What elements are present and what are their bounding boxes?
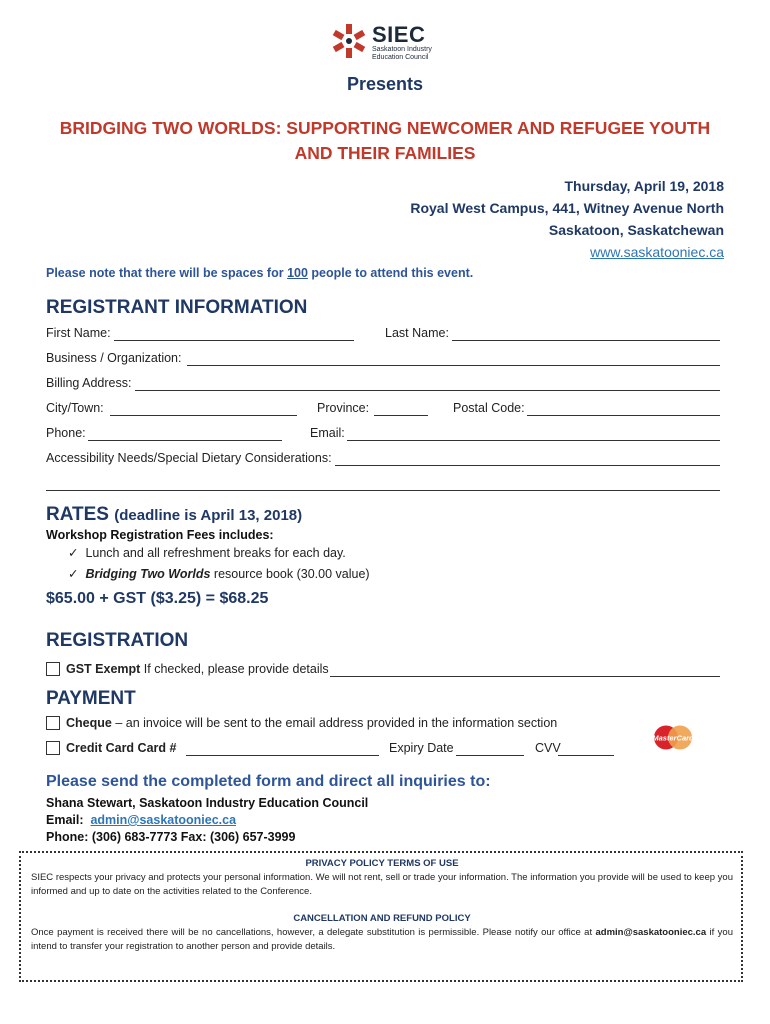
title-line-1: BRIDGING TWO WORLDS: SUPPORTING NEWCOMER AND REFUGEE YOUTH [59,118,711,138]
credit-card-checkbox[interactable] [46,741,60,755]
cancellation-text-part1: Once payment is received there will be no cancellations, however, a delegate substitution is permissible. Please notify our office at [31,927,596,938]
gst-exempt-checkbox[interactable] [46,662,60,676]
rates-heading [46,504,302,526]
billing-field[interactable] [135,390,720,391]
title-line-2: AND THEIR FAMILIES [294,143,476,163]
registrant-heading: REGISTRANT INFORMATION [46,297,308,318]
contact-email-row [46,813,236,827]
gst-exempt-text: If checked, please provide details [140,662,329,676]
payment-heading: PAYMENT [46,688,136,709]
business-label: Business / Organization: [46,351,182,365]
billing-label: Billing Address: [46,376,132,390]
first-name-field[interactable] [114,340,354,341]
book-text: resource book (30.00 value) [210,567,370,581]
cc-bold: Credit Card Card # [66,741,177,755]
capacity-count: 100 [287,266,308,280]
business-field[interactable] [187,365,720,366]
includes-item-text: Lunch and all refreshment breaks for each day. [85,546,346,560]
cancellation-text [31,926,733,954]
cheque-label [66,716,557,730]
check-icon: ✓ [68,567,79,581]
city-field[interactable] [110,415,297,416]
cheque-checkbox[interactable] [46,716,60,730]
accessibility-field[interactable] [335,465,720,466]
note-text-end: people to attend this event. [307,266,474,280]
policy-box [19,851,743,982]
contact-heading: Please send the completed form and direct all inquiries to: [46,773,491,790]
siec-star-icon [330,22,368,60]
includes-label: Workshop Registration Fees includes: [46,528,274,542]
rates-title: RATES [46,504,109,525]
logo-name: SIEC [372,22,426,47]
cancellation-text-part2: if you intend to transfer your registration to another person and provide details. [31,927,733,952]
cheque-bold: Cheque [66,716,112,730]
cvv-label: CVV [535,741,561,755]
email-field[interactable] [347,440,720,441]
capacity-note [46,266,473,280]
gst-exempt-bold: GST Exempt [66,662,141,676]
event-city: Saskatoon, Saskatchewan [548,222,724,238]
event-details [410,175,724,263]
postal-label: Postal Code: [453,401,525,415]
includes-item-book [68,566,370,581]
postal-field[interactable] [527,415,720,416]
logo-subtitle: Saskatoon Industry Education Council [372,46,432,61]
last-name-field[interactable] [452,340,720,341]
city-label: City/Town: [46,401,104,415]
credit-card-number-field[interactable] [186,755,379,756]
phone-field[interactable] [88,440,282,441]
check-icon: ✓ [68,546,79,560]
mastercard-icon [651,724,695,751]
credit-card-label [66,741,176,755]
privacy-heading: PRIVACY POLICY TERMS OF USE [305,858,459,869]
last-name-label: Last Name: [385,326,449,340]
contact-email-link[interactable]: admin@saskatooniec.ca [90,813,237,827]
registration-heading: REGISTRATION [46,630,189,651]
cancellation-email: admin@saskatooniec.ca [595,927,707,938]
contact-name: Shana Stewart, Saskatoon Industry Education Council [46,796,369,810]
siec-logo [330,22,470,68]
contact-email-label: Email: [46,813,84,827]
note-text: Please note that there will be spaces for [46,266,288,280]
cancellation-heading: CANCELLATION AND REFUND POLICY [293,913,471,924]
email-label: Email: [310,426,345,440]
presents-heading: Presents [346,74,424,94]
event-title [40,116,730,166]
cvv-field[interactable] [558,755,614,756]
accessibility-field-line-2[interactable] [46,490,720,491]
website-link[interactable]: www.saskatooniec.ca [590,244,724,260]
contact-phone: Phone: (306) 683-7773 Fax: (306) 657-3999 [46,830,296,844]
expiry-label: Expiry Date [389,741,454,755]
province-field[interactable] [374,415,428,416]
event-venue: Royal West Campus, 441, Witney Avenue North [410,200,724,216]
rates-deadline: (deadline is April 13, 2018) [114,507,303,524]
expiry-field[interactable] [456,755,524,756]
mastercard-text: MasterCard [652,733,694,743]
gst-exempt-label [66,662,329,676]
price-total: $65.00 + GST ($3.25) = $68.25 [46,590,269,607]
accessibility-label: Accessibility Needs/Special Dietary Considerations: [46,451,332,465]
privacy-text: SIEC respects your privacy and protects your personal information. We will not rent, sell or trade your information. The information you provide will be used to keep you informed and up to date on the activities related to the Conference. [31,872,733,897]
includes-item-lunch [68,545,346,560]
phone-label: Phone: [46,426,86,440]
cheque-text: – an invoice will be sent to the email address provided in the information section [111,716,558,730]
province-label: Province: [317,401,370,415]
book-title: Bridging Two Worlds [85,567,211,581]
event-date: Thursday, April 19, 2018 [564,178,724,194]
gst-details-field[interactable] [330,676,720,677]
first-name-label: First Name: [46,326,111,340]
